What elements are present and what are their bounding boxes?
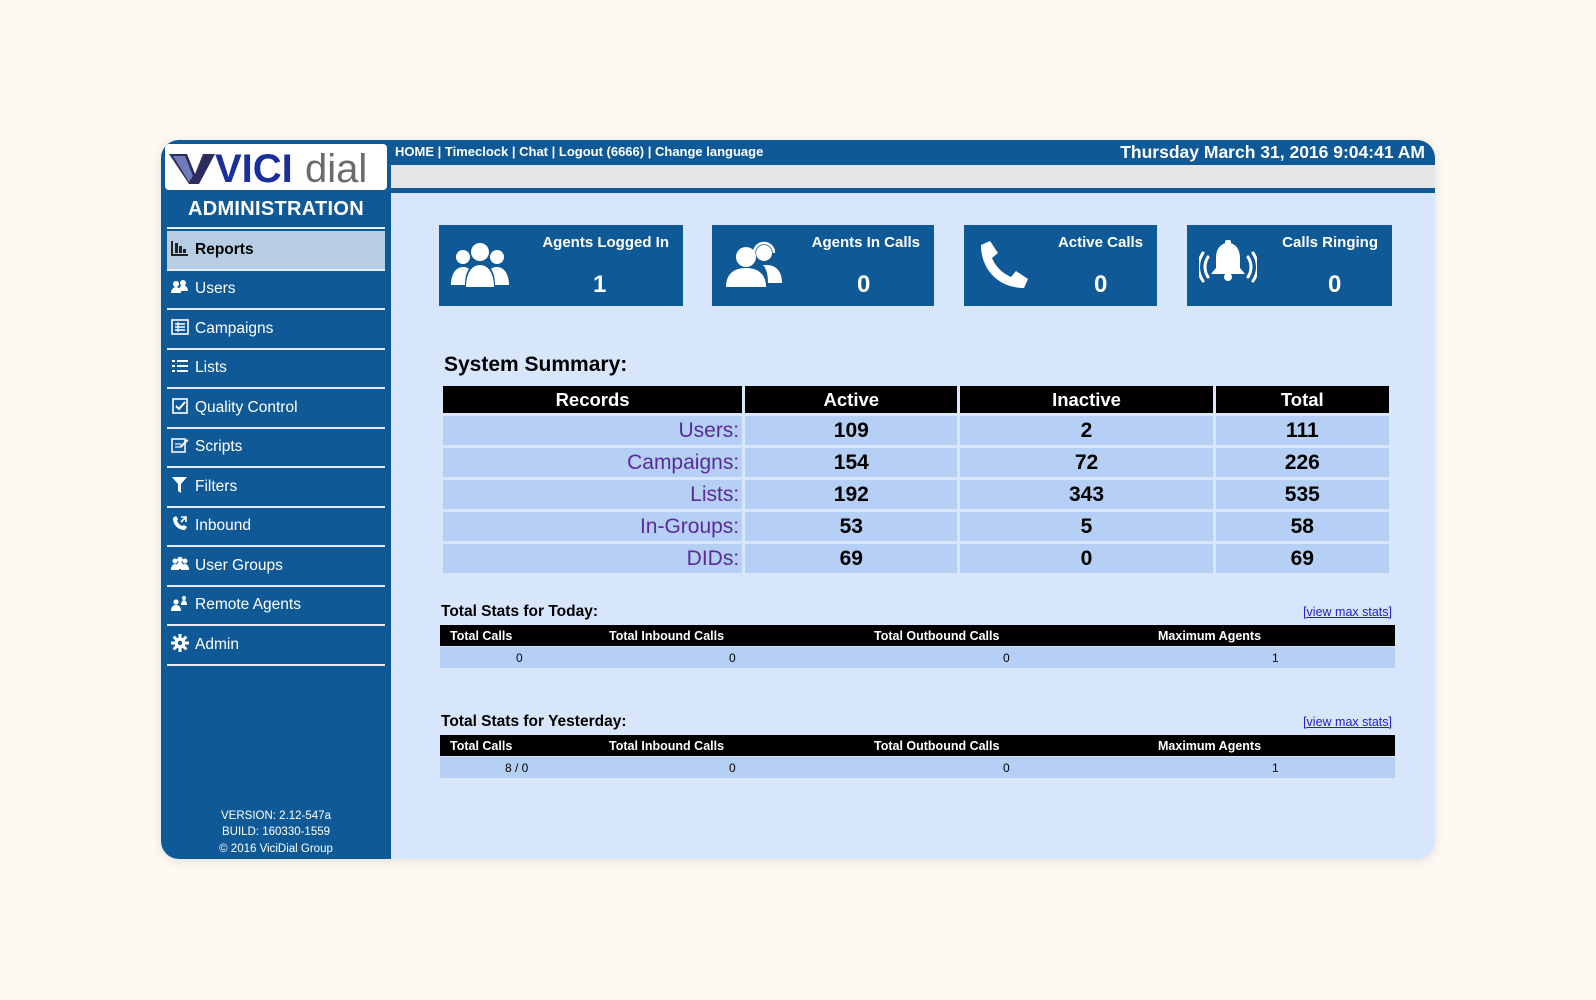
sidebar-item-remote-agents[interactable] [167,587,385,627]
system-summary-table [440,383,1392,576]
sidebar-item-quality-control[interactable] [167,389,385,429]
yesterday-stats-row [440,757,1395,778]
column-header: Records [443,386,742,413]
inactive-value: 5 [960,512,1212,541]
sidebar-item-label: User Groups [195,556,283,574]
admin-section-title: ADMINISTRATION [187,198,365,220]
today-stats-header [440,625,1395,646]
card-value: 0 [857,271,871,298]
chat-link[interactable]: Chat [519,144,548,159]
sidebar-item-reports[interactable] [167,231,385,271]
remote-agents-icon [171,593,193,613]
headset-agents-icon [724,239,782,294]
sidebar-item-label: Quality Control [195,398,298,416]
column-header: Active [745,386,957,413]
header-band [391,165,1435,188]
sidebar-item-label: Reports [195,240,254,258]
sidebar [161,140,391,859]
sidebar-item-label: Remote Agents [195,596,301,614]
card-label: Agents In Calls [811,234,920,251]
total-value: 535 [1216,480,1389,509]
total-outbound-value: 0 [1003,761,1010,775]
total-calls-value: 8 / 0 [505,761,529,775]
card-calls-ringing[interactable] [1187,225,1392,306]
active-value: 69 [745,544,957,573]
sidebar-item-label: Users [195,280,236,298]
record-link-dids[interactable]: DIDs: [443,544,742,573]
checkbox-icon [171,396,193,416]
table-row [443,512,1389,541]
inactive-value: 72 [960,448,1212,477]
timeclock-link[interactable]: Timeclock [444,144,509,159]
today-stats-row [440,647,1395,668]
card-label: Agents Logged In [542,234,669,251]
sidebar-item-label: Filters [195,477,238,495]
script-edit-icon [171,435,193,455]
agents-group-icon [451,239,509,294]
sidebar-item-filters[interactable] [167,468,385,508]
card-label: Active Calls [1057,234,1143,251]
top-bar [391,140,1435,165]
table-row [443,448,1389,477]
change-language-link[interactable]: Change language [654,144,764,159]
link-separator: | [644,144,655,159]
logout-link[interactable]: Logout (6666) [558,144,645,159]
link-separator: | [434,144,445,159]
list-icon [171,356,193,376]
card-value: 1 [593,271,607,298]
active-value: 53 [745,512,957,541]
sidebar-item-label: Scripts [195,438,243,456]
column-header: Total Outbound Calls [874,629,1000,643]
total-value: 226 [1216,448,1389,477]
yesterday-stats-title: Total Stats for Yesterday: [441,713,627,730]
vicidial-logo-mark [165,144,387,190]
top-links [395,144,763,159]
sidebar-item-label: Campaigns [195,319,274,337]
sidebar-item-admin[interactable] [167,626,385,666]
column-header: Total Inbound Calls [609,739,725,753]
sidebar-item-label: Lists [195,359,227,377]
column-header: Maximum Agents [1158,739,1262,753]
gear-icon [171,633,193,653]
active-value: 109 [745,416,957,445]
sidebar-item-lists[interactable] [167,350,385,390]
sidebar-item-inbound[interactable] [167,508,385,548]
total-value: 111 [1216,416,1389,445]
total-inbound-value: 0 [729,651,736,665]
divider [167,227,385,229]
copyright-text: © 2016 ViciDial Group [219,842,333,855]
sidebar-item-users[interactable] [167,271,385,311]
logo-text-vici: VICI [215,147,293,190]
table-row [443,416,1389,445]
yesterday-view-max-stats-link[interactable]: [view max stats] [1303,715,1392,729]
today-view-max-stats-link[interactable]: [view max stats] [1303,605,1392,619]
card-active-calls[interactable] [964,225,1157,306]
record-link-lists[interactable]: Lists: [443,480,742,509]
card-value: 0 [1328,271,1342,298]
sidebar-item-label: Admin [195,635,239,653]
version-info [161,808,391,858]
yesterday-stats-header [440,735,1395,756]
total-inbound-value: 0 [729,761,736,775]
vicidial-logo[interactable] [165,144,387,190]
inbound-call-icon [171,514,193,534]
link-separator: | [548,144,559,159]
column-header: Total Calls [450,739,513,753]
campaigns-icon [171,317,193,337]
table-header-row [443,386,1389,413]
inactive-value: 0 [960,544,1212,573]
system-summary-title: System Summary: [444,353,628,376]
table-row [443,480,1389,509]
sidebar-item-user-groups[interactable] [167,547,385,587]
sidebar-item-scripts[interactable] [167,429,385,469]
table-row [443,544,1389,573]
home-link[interactable]: HOME [395,144,434,159]
column-header: Inactive [960,386,1212,413]
maximum-agents-value: 1 [1272,761,1279,775]
card-value: 0 [1094,271,1108,298]
card-agents-logged-in[interactable] [439,225,683,306]
column-header: Total Outbound Calls [874,739,1000,753]
inactive-value: 2 [960,416,1212,445]
total-outbound-value: 0 [1003,651,1010,665]
column-header: Total Calls [450,629,513,643]
inactive-value: 343 [960,480,1212,509]
record-link-campaigns[interactable]: Campaigns: [443,448,742,477]
sidebar-item-campaigns[interactable] [167,310,385,350]
active-value: 192 [745,480,957,509]
header-divider [391,188,1435,193]
filter-icon [171,475,193,495]
user-groups-icon [171,554,193,574]
sidebar-item-label: Inbound [195,517,252,535]
total-calls-value: 0 [516,651,523,665]
bar-chart-icon [171,238,193,258]
total-value: 69 [1216,544,1389,573]
column-header: Total [1216,386,1389,413]
card-label: Calls Ringing [1282,234,1378,251]
record-link-users[interactable]: Users: [443,416,742,445]
build-text: BUILD: 160330-1559 [221,826,331,838]
card-agents-in-calls[interactable] [712,225,934,306]
active-value: 154 [745,448,957,477]
version-text: VERSION: 2.12-547a [221,809,331,822]
users-icon [171,277,193,297]
maximum-agents-value: 1 [1272,651,1279,665]
logo-text-dial: dial [305,147,368,190]
today-stats-title: Total Stats for Today: [441,603,599,620]
record-link-in-groups[interactable]: In-Groups: [443,512,742,541]
phone-icon [976,239,1034,294]
ringing-bell-icon [1199,239,1257,294]
current-datetime: Thursday March 31, 2016 9:04:41 AM [1120,142,1425,162]
column-header: Total Inbound Calls [609,629,725,643]
link-separator: | [508,144,520,159]
vicidial-admin-window [161,140,1435,859]
total-value: 58 [1216,512,1389,541]
column-header: Maximum Agents [1158,629,1262,643]
sidebar-nav [167,231,385,666]
